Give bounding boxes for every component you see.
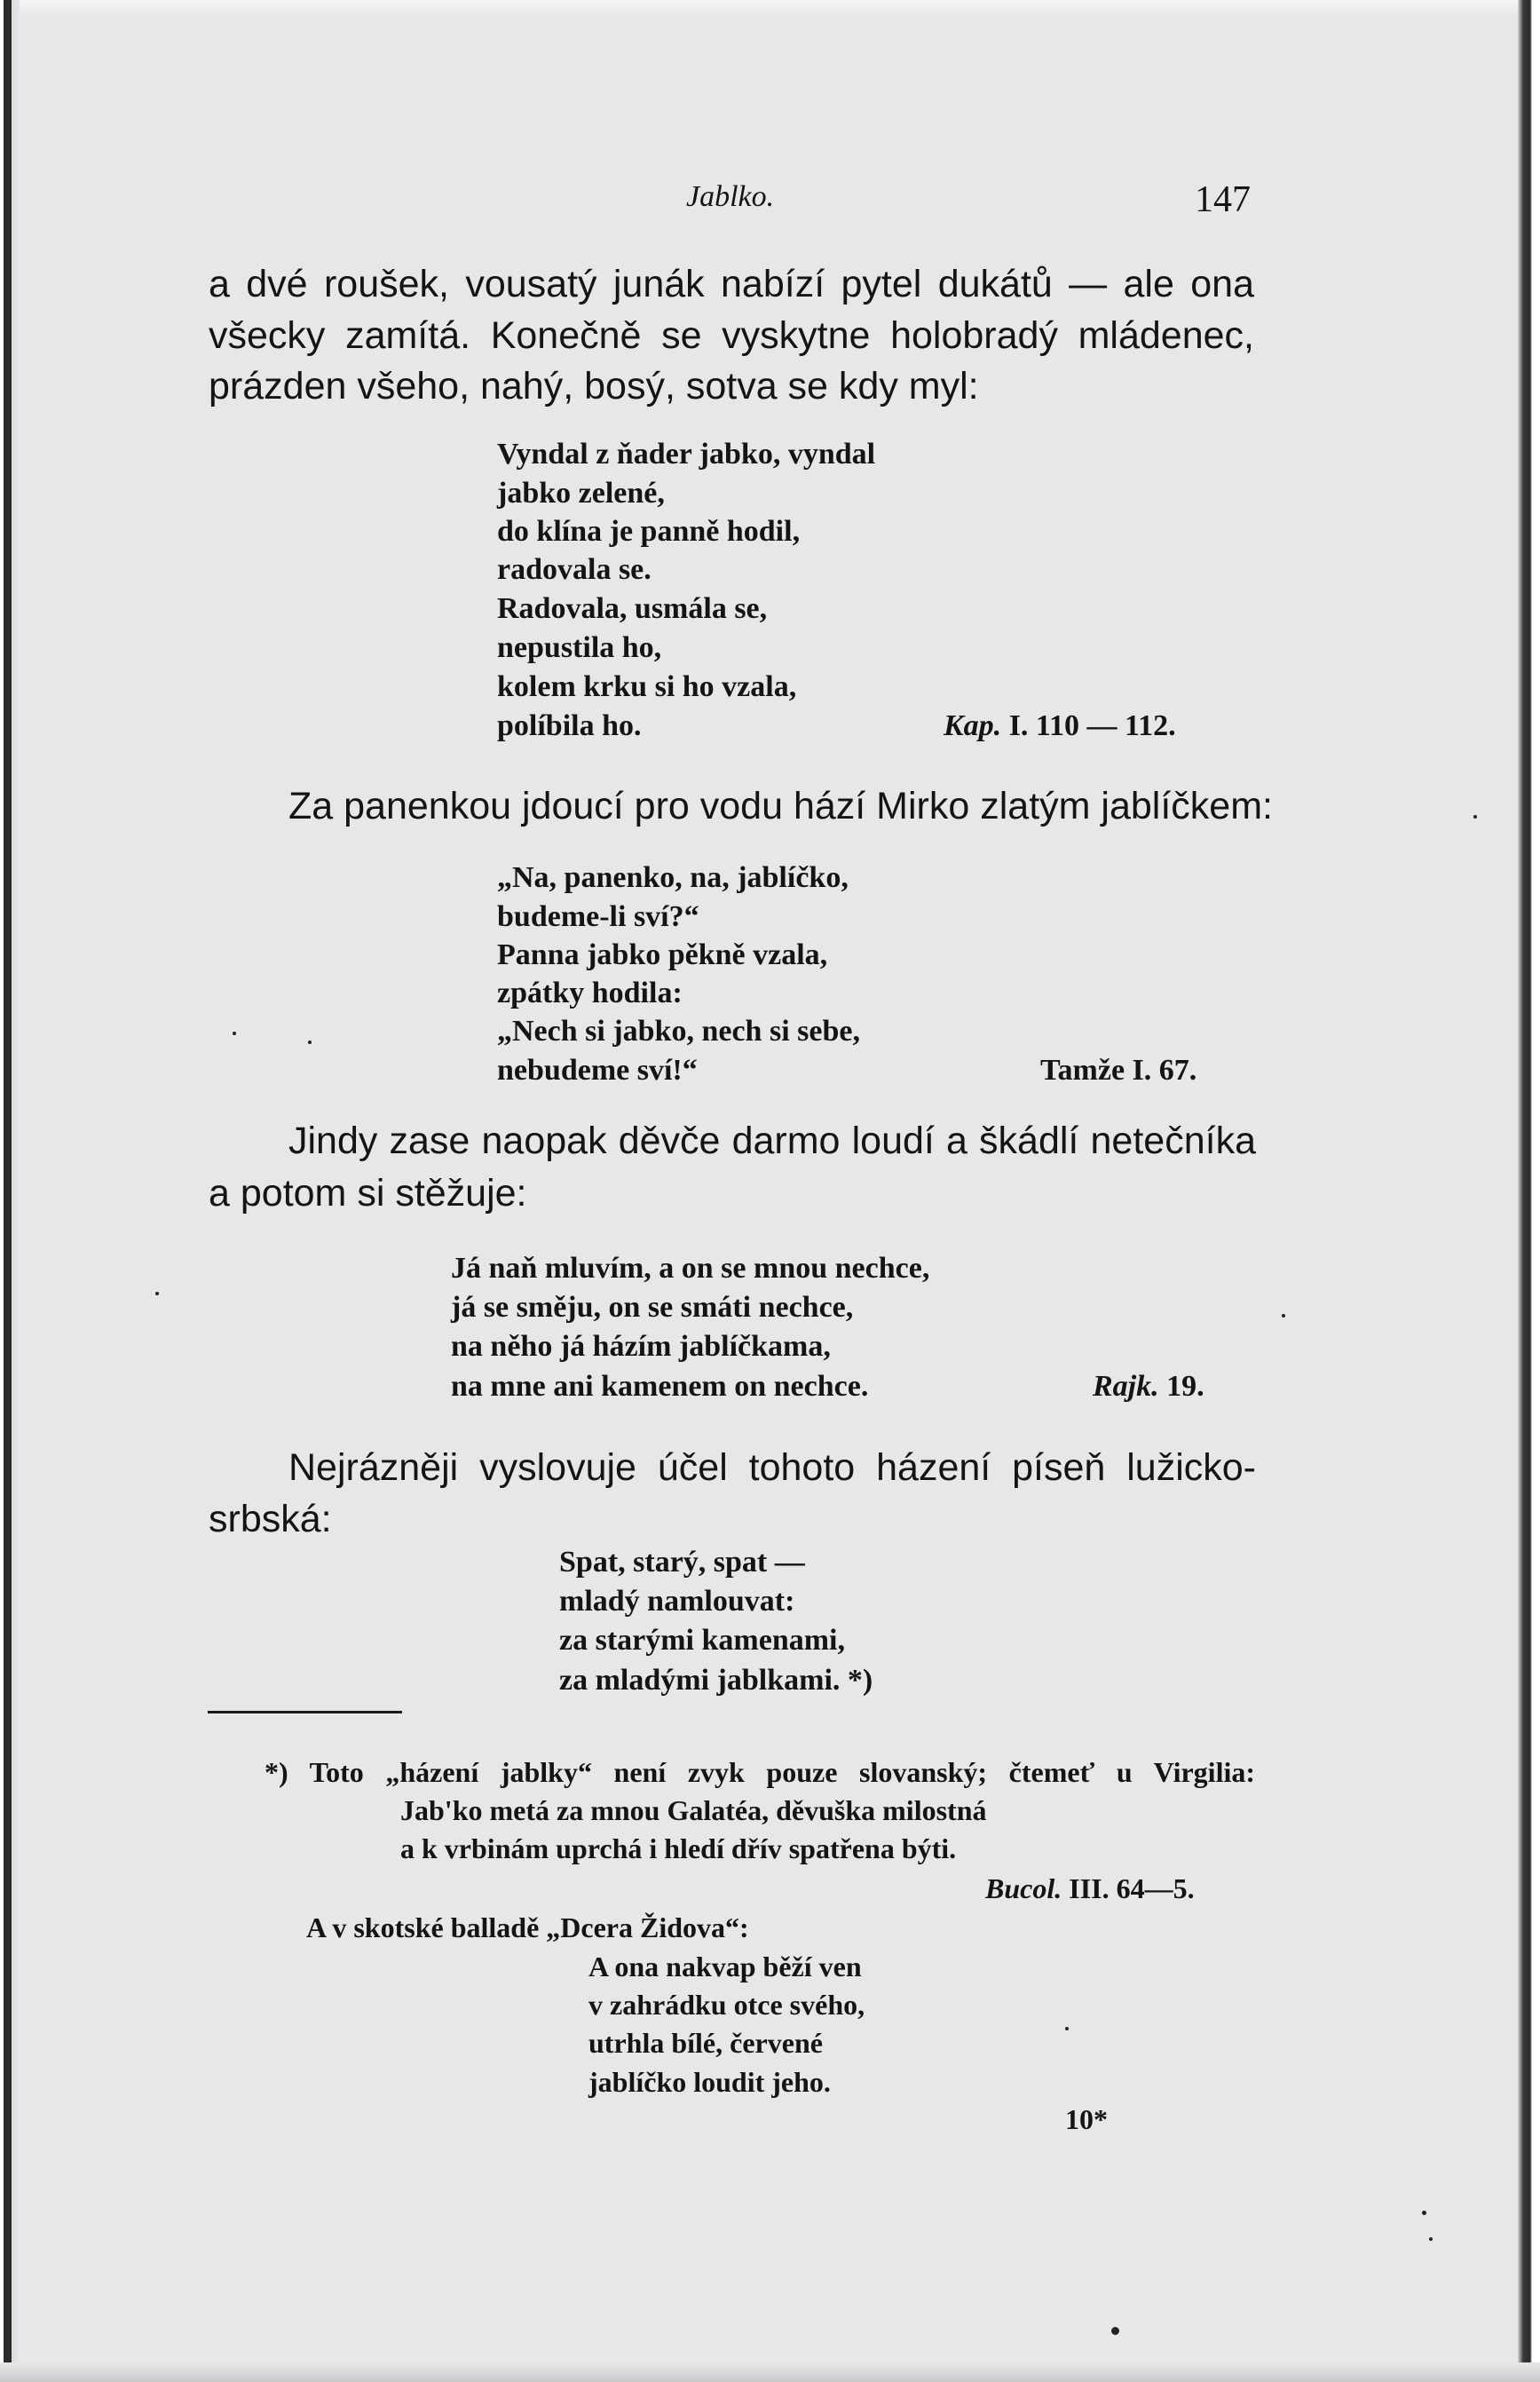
para2-line-1: Za panenkou jdoucí pro vodu hází Mirko zlatým jablíčkem: (288, 785, 1273, 827)
poem4-line-2: mladý namlouvat: (559, 1585, 795, 1618)
footnote-quote2-line-2: v zahrádku otce svého, (588, 1989, 865, 2021)
poem2-line-1: „Na, panenko, na, jablíčko, (497, 861, 849, 894)
footnote-quote1-line-1: Jab'ko metá za mnou Galatéa, děvuška milostná (400, 1794, 987, 1826)
scan-speck (1429, 2237, 1433, 2241)
poem2-line-4: zpátky hodila: (497, 977, 683, 1009)
footnote-source1-abbr: Bucol. (985, 1872, 1062, 1904)
scan-speck (233, 1032, 236, 1035)
poem1-line-6: nepustila ho, (497, 631, 662, 664)
scan-bottom-edge (0, 2362, 1540, 2382)
poem1-line-5: Radovala, usmála se, (497, 592, 768, 625)
para4-line-2: srbská: (209, 1498, 332, 1540)
poem1-source (944, 711, 1176, 741)
poem3-line-1: Já naň mluvím, a on se mnou nechce, (451, 1252, 930, 1285)
para3-line-2: a potom si stěžuje: (209, 1172, 527, 1215)
scan-speck (155, 1292, 159, 1295)
scan-right-edge (1518, 0, 1540, 2382)
poem2-line-3: Panna jabko pěkně vzala, (497, 938, 828, 971)
poem1-line-7: kolem krku si ho vzala, (497, 670, 797, 703)
footnote-quote2-line-4: jablíčko loudit jeho. (588, 2066, 831, 2098)
intro-line-3: prázden všeho, nahý, bosý, sotva se kdy myl: (209, 365, 979, 408)
poem1-source-ref: I. 110 — 112. (1008, 709, 1176, 742)
poem1-line-1: Vyndal z ňader jabko, vyndal (497, 438, 876, 471)
poem3-line-4: na mne ani kamenem on nechce. (451, 1370, 869, 1403)
poem2-line-6: nebudeme sví!“ (497, 1054, 698, 1087)
para4-line-1: Nejrázněji vyslovuje účel tohoto házení píseň lužicko- (288, 1446, 1256, 1489)
poem3-line-3: na něho já házím jablíčkama, (451, 1330, 831, 1363)
footnote-intro: *) Toto „házení jablky“ není zvyk pouze slovanský; čtemeť u Virgilia: (265, 1756, 1255, 1788)
scan-speck (1422, 2211, 1426, 2215)
footnote-rule (208, 1711, 402, 1713)
scan-speck (308, 1041, 312, 1044)
scan-speck (1282, 1314, 1285, 1318)
footnote-source1-ref: III. 64—5. (1069, 1872, 1195, 1904)
poem2-line-2: budeme-li sví?“ (497, 900, 699, 933)
poem4-line-1: Spat, starý, spat — (559, 1546, 805, 1579)
poem3-source-ref: 19. (1166, 1370, 1204, 1403)
scan-speck (1473, 815, 1477, 819)
poem4-line-4: za mladými jablkami. *) (559, 1664, 873, 1697)
poem2-source: Tamže I. 67. (1040, 1054, 1197, 1087)
intro-line-1: a dvé roušek, vousatý junák nabízí pytel dukátů — ale ona (209, 263, 1254, 305)
scan-top-edge (0, 0, 1540, 16)
footnote-quote2-line-1: A ona nakvap běží ven (588, 1951, 862, 1982)
footnote-quote1-line-2: a k vrbinám uprchá i hledí dřív spatřena býti. (400, 1832, 957, 1864)
scan-speck (1065, 2027, 1069, 2030)
intro-line-2: všecky zamítá. Konečně se vyskytne holobradý mládenec, (209, 314, 1254, 357)
poem1-source-abbr: Kap. (944, 709, 1002, 742)
page-number: 147 (1195, 179, 1251, 220)
running-title: Jablko. (686, 180, 775, 213)
poem3-line-2: já se směju, on se smáti nechce, (451, 1291, 854, 1324)
poem4-line-3: za starými kamenami, (559, 1624, 846, 1657)
footnote-ballad-intro: A v skotské balladě „Dcera Židova“: (306, 1911, 749, 1943)
scan-left-edge (0, 0, 20, 2382)
poem1-line-3: do klína je panně hodil, (497, 515, 801, 548)
poem1-line-2: jabko zelené, (497, 477, 665, 510)
scan-speck (1111, 2327, 1119, 2335)
poem1-line-8: políbila ho. (497, 709, 642, 742)
footnote-quote2-line-3: utrhla bílé, červené (588, 2027, 823, 2059)
para3-line-1: Jindy zase naopak děvče darmo loudí a škádlí netečníka (288, 1120, 1256, 1162)
poem2-line-5: „Nech si jabko, nech si sebe, (497, 1015, 860, 1048)
footnote-source1 (985, 1874, 1195, 1903)
signature-mark: 10* (1065, 2103, 1108, 2135)
poem1-line-4: radovala se. (497, 553, 652, 586)
poem3-source-abbr: Rajk. (1093, 1370, 1159, 1403)
poem3-source (1093, 1372, 1204, 1402)
